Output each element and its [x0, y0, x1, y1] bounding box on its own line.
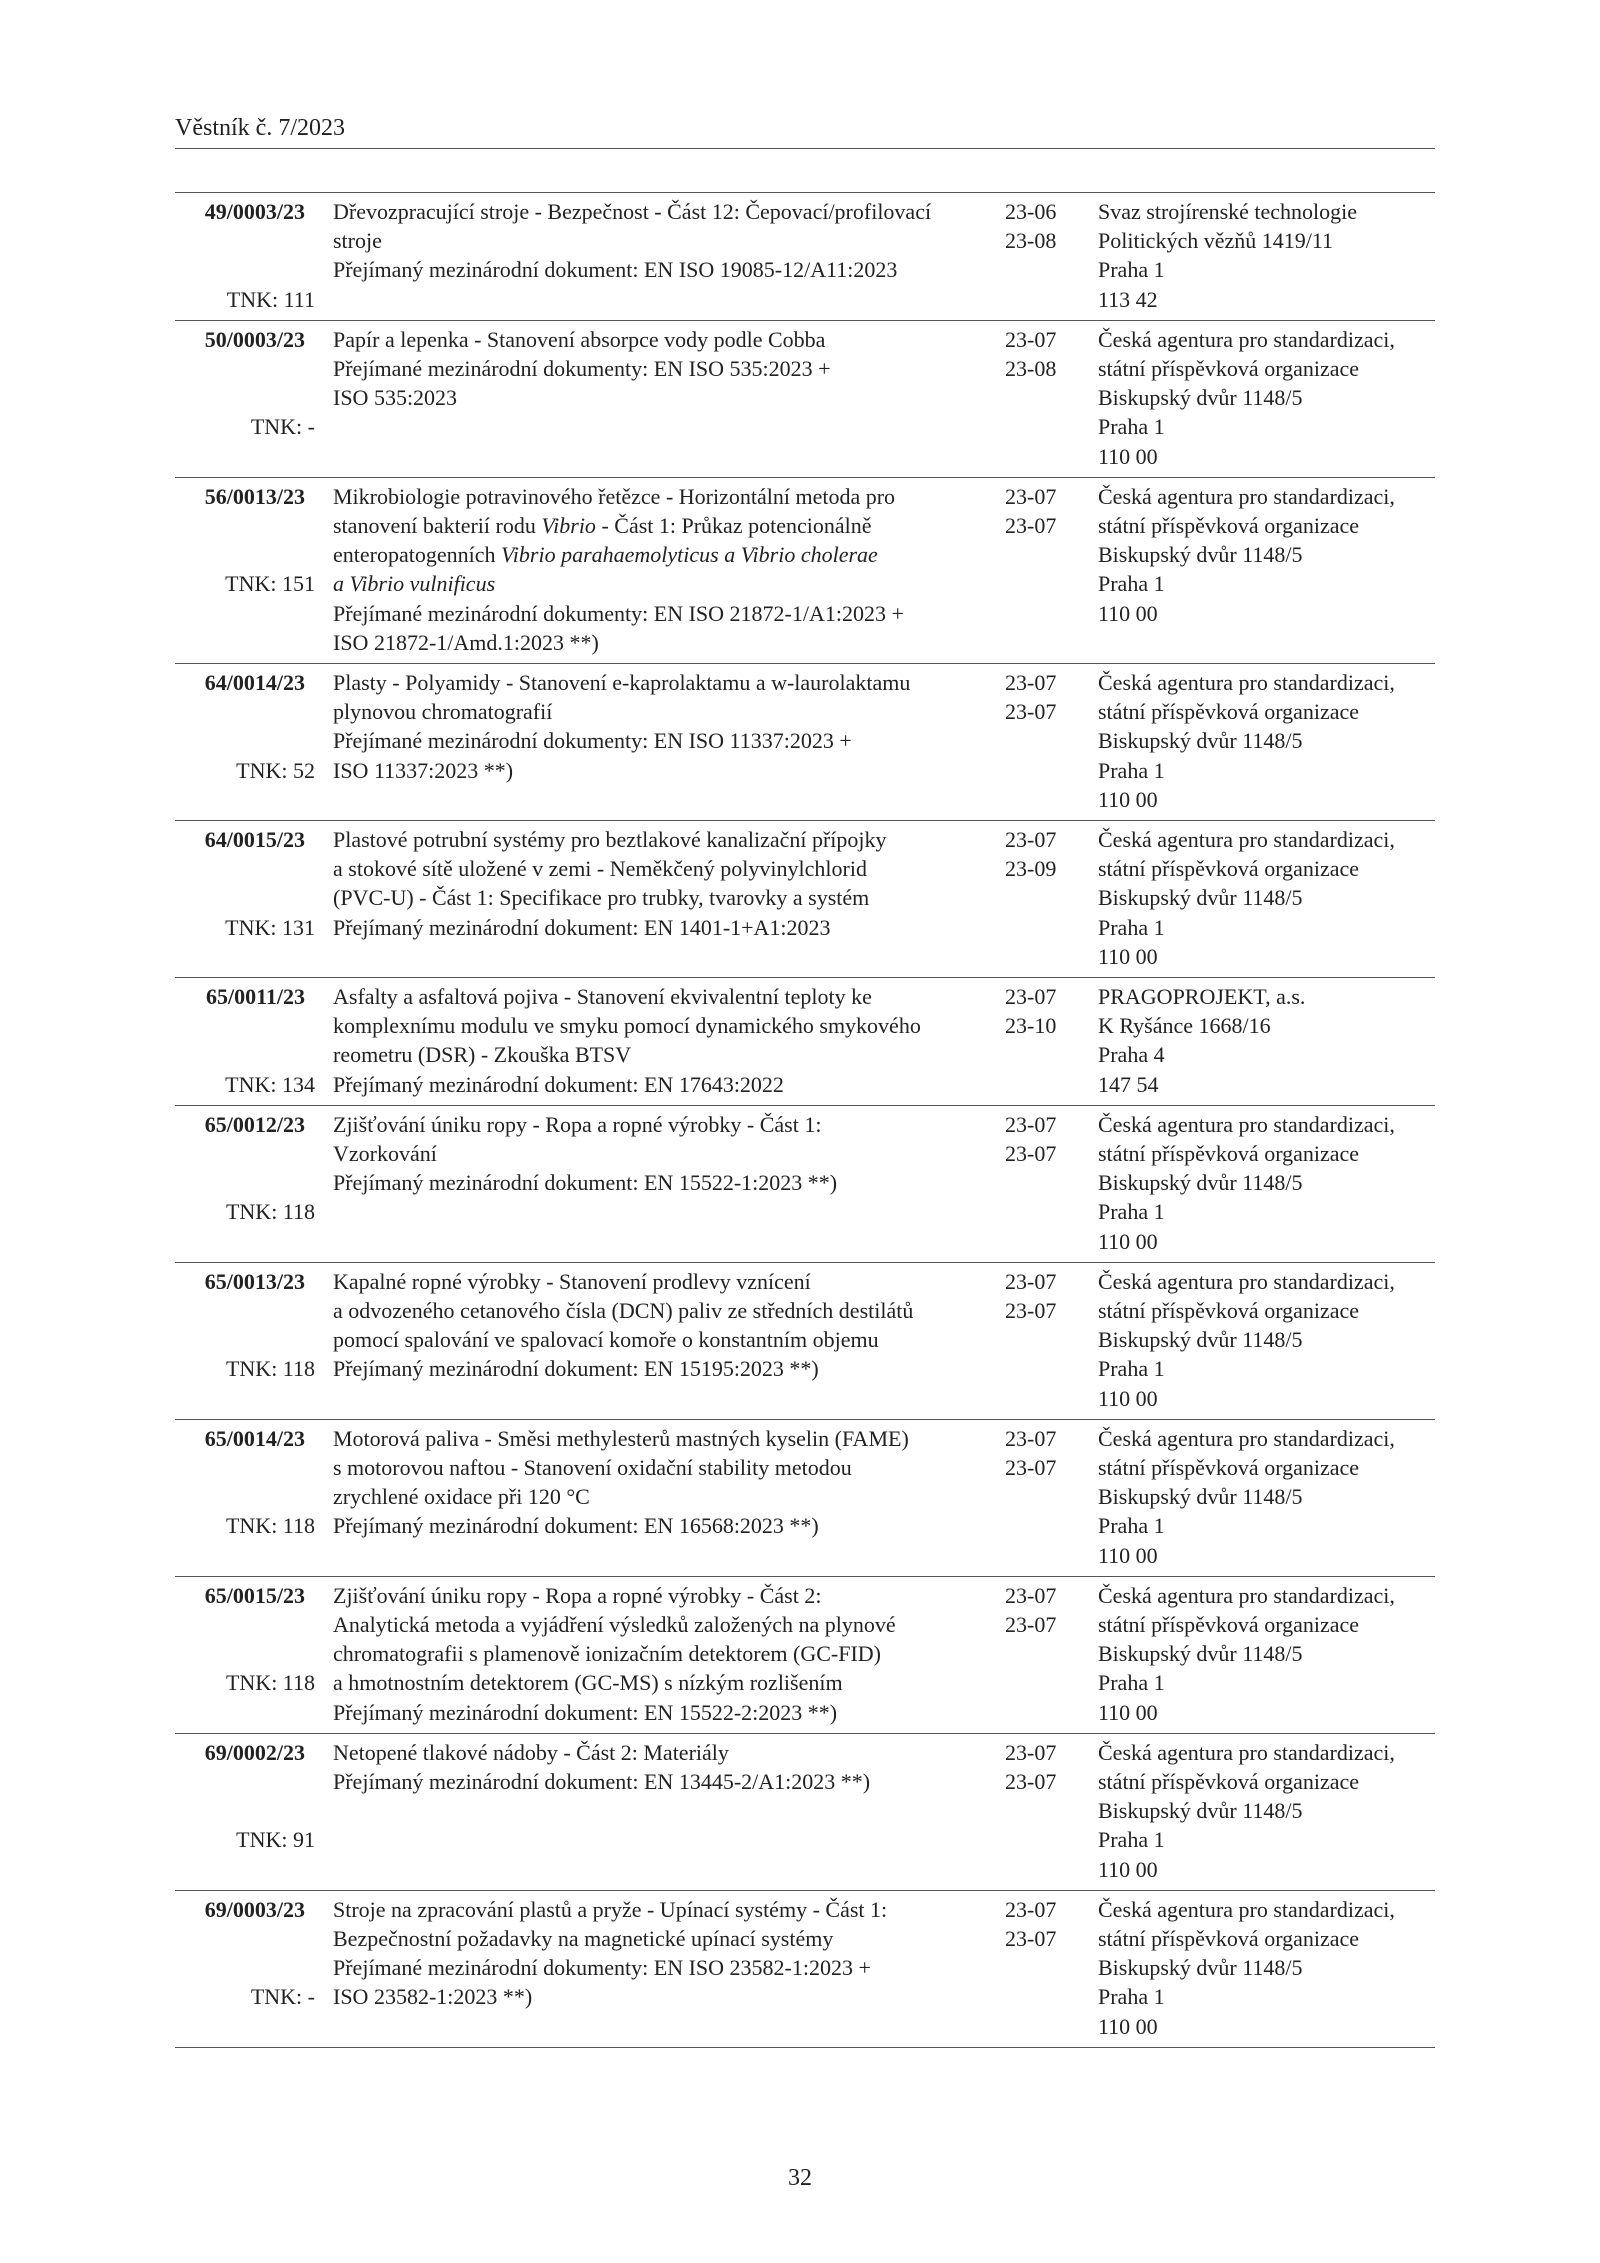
organization-line: Česká agentura pro standardizaci, [1098, 826, 1395, 852]
standard-id-cell [175, 1895, 315, 2010]
date-value: 23-07 [1005, 1268, 1057, 1294]
organization-line: státní příspěvková organizace [1098, 1925, 1360, 1951]
organization-line: Biskupský dvůr 1148/5 [1098, 1641, 1303, 1667]
organization-line: Česká agentura pro standardizaci, [1098, 1111, 1395, 1137]
standard-number: 69/0002/23 [204, 1739, 305, 1765]
organization-line: státní příspěvková organizace [1098, 856, 1360, 882]
tnk-code: TNK: 134 [225, 1071, 315, 1097]
organization-line: Biskupský dvůr 1148/5 [1098, 1798, 1303, 1824]
organization-cell [1098, 1581, 1438, 1727]
dates-cell [1005, 668, 1085, 726]
organization-line: Česká agentura pro standardizaci, [1098, 1739, 1395, 1765]
tnk-code: TNK: 151 [225, 571, 315, 597]
title-line: Přejímané mezinárodní dokumenty: EN ISO 23582-1:2023 + [333, 1955, 871, 1981]
organization-line: státní příspěvková organizace [1098, 356, 1360, 381]
title-line: Bezpečnostní požadavky na magnetické upínací systémy [333, 1925, 834, 1951]
standards-table [175, 192, 1435, 2048]
title-line: reometru (DSR) - Zkouška BTSV [333, 1042, 632, 1068]
title-line: Kapalné ropné výrobky - Stanovení prodlevy vznícení [333, 1268, 811, 1294]
title-line: a stokové sítě uložené v zemi - Neměkčený polyvinylchlorid [333, 856, 867, 882]
organization-line: Česká agentura pro standardizaci, [1098, 1582, 1395, 1608]
title-line: Přejímaný mezinárodní dokument: EN 1401-1+A1:2023 [333, 914, 831, 940]
date-value: 23-07 [1005, 1297, 1057, 1323]
organization-cell [1098, 1110, 1438, 1256]
organization-cell [1098, 1895, 1438, 2041]
title-line: enteropatogenních Vibrio parahaemolyticus a Vibrio cholerae [333, 542, 878, 568]
title-line: Stroje na zpracování plastů a pryže - Upínací systémy - Část 1: [333, 1896, 888, 1922]
organization-line: Česká agentura pro standardizaci, [1098, 1425, 1395, 1451]
date-value: 23-07 [1005, 826, 1057, 852]
standard-id-cell [175, 982, 315, 1097]
standard-number: 65/0014/23 [204, 1425, 305, 1451]
organization-line: Česká agentura pro standardizaci, [1098, 1896, 1395, 1922]
organization-cell [1098, 982, 1438, 1099]
organization-line: Praha 4 [1098, 1042, 1165, 1068]
title-line: Zjišťování úniku ropy - Ropa a ropné výrobky - Část 1: [333, 1111, 822, 1137]
organization-line: Biskupský dvůr 1148/5 [1098, 542, 1303, 568]
dates-cell [1005, 1267, 1085, 1325]
organization-cell [1098, 668, 1438, 814]
date-value: 23-07 [1005, 1140, 1057, 1166]
standard-title-cell [333, 482, 983, 657]
standard-title-cell [333, 1267, 983, 1384]
organization-line: Praha 1 [1098, 414, 1165, 440]
title-line: Přejímaný mezinárodní dokument: EN 15522-1:2023 **) [333, 1170, 838, 1196]
tnk-code: TNK: 91 [236, 1827, 315, 1853]
standard-title-cell [333, 1424, 983, 1541]
organization-line: 110 00 [1098, 1856, 1158, 1882]
date-value: 23-07 [1005, 1925, 1057, 1951]
title-line: ISO 11337:2023 **) [333, 757, 514, 783]
table-row [175, 1577, 1435, 1734]
date-value: 23-07 [1005, 326, 1057, 352]
organization-line: Praha 1 [1098, 757, 1165, 783]
dates-cell [1005, 482, 1085, 540]
dates-cell [1005, 197, 1085, 255]
standard-title-cell [333, 325, 983, 413]
standard-number: 65/0013/23 [204, 1268, 305, 1294]
title-line: Plasty - Polyamidy - Stanovení e-kaprolaktamu a w-laurolaktamu [333, 669, 911, 695]
organization-line: státní příspěvková organizace [1098, 1297, 1360, 1323]
standard-number: 65/0015/23 [204, 1582, 305, 1608]
dates-cell [1005, 1895, 1085, 1953]
organization-line: Praha 1 [1098, 1984, 1165, 2010]
date-value: 23-07 [1005, 1768, 1057, 1794]
date-value: 23-07 [1005, 699, 1057, 725]
dates-cell [1005, 1581, 1085, 1639]
organization-line: státní příspěvková organizace [1098, 1611, 1360, 1637]
organization-line: PRAGOPROJEKT, a.s. [1098, 983, 1306, 1009]
standard-number: 64/0014/23 [204, 669, 305, 695]
standard-id-cell [175, 197, 315, 312]
standard-number: 50/0003/23 [204, 326, 305, 352]
standard-title-cell [333, 982, 983, 1099]
title-line: pomocí spalování ve spalovací komoře o konstantním objemu [333, 1327, 879, 1353]
standard-number: 65/0011/23 [205, 983, 305, 1009]
table-row [175, 1106, 1435, 1263]
organization-line: Praha 1 [1098, 1513, 1165, 1539]
organization-line: Česká agentura pro standardizaci, [1098, 326, 1395, 352]
dates-cell [1005, 325, 1085, 383]
title-line: Přejímaný mezinárodní dokument: EN 16568:2023 **) [333, 1513, 819, 1539]
organization-line: 110 00 [1098, 600, 1158, 626]
title-line: a Vibrio vulnificus [333, 571, 496, 597]
title-line: Přejímaný mezinárodní dokument: EN 13445-2/A1:2023 **) [333, 1768, 871, 1794]
standard-id-cell [175, 482, 315, 597]
organization-line: 113 42 [1098, 286, 1158, 312]
tnk-code: TNK: 131 [225, 914, 315, 940]
table-row [175, 664, 1435, 821]
organization-line: 147 54 [1098, 1071, 1159, 1097]
standard-id-cell [175, 1738, 315, 1853]
standard-id-cell [175, 825, 315, 940]
organization-cell [1098, 482, 1438, 628]
table-row [175, 821, 1435, 978]
standard-title-cell [333, 1581, 983, 1727]
standard-number: 69/0003/23 [204, 1896, 305, 1922]
organization-line: Biskupský dvůr 1148/5 [1098, 385, 1303, 411]
date-value: 23-07 [1005, 669, 1057, 695]
date-value: 23-07 [1005, 1425, 1057, 1451]
standard-number: 65/0012/23 [204, 1111, 305, 1137]
date-value: 23-09 [1005, 856, 1057, 882]
organization-line: Biskupský dvůr 1148/5 [1098, 885, 1303, 911]
organization-line: 110 00 [1098, 943, 1158, 969]
title-line: Přejímané mezinárodní dokumenty: EN ISO 11337:2023 + [333, 728, 852, 754]
title-line: Přejímaný mezinárodní dokument: EN 15195:2023 **) [333, 1356, 819, 1382]
date-value: 23-07 [1005, 1611, 1057, 1637]
dates-cell [1005, 825, 1085, 883]
organization-cell [1098, 325, 1438, 471]
title-line: s motorovou naftou - Stanovení oxidační stability metodou [333, 1454, 852, 1480]
organization-line: státní příspěvková organizace [1098, 1768, 1360, 1794]
standard-id-cell [175, 1581, 315, 1696]
organization-line: Biskupský dvůr 1148/5 [1098, 1484, 1303, 1510]
title-line: Asfalty a asfaltová pojiva - Stanovení ekvivalentní teploty ke [333, 983, 872, 1009]
organization-line: Praha 1 [1098, 914, 1165, 940]
organization-cell [1098, 1738, 1438, 1884]
organization-line: Praha 1 [1098, 1356, 1165, 1382]
page-number: 32 [788, 2165, 812, 2191]
title-line: chromatografii s plamenově ionizačním detektorem (GC-FID) [333, 1641, 881, 1667]
organization-line: Praha 1 [1098, 257, 1165, 283]
standard-title-cell [333, 1895, 983, 2012]
organization-cell [1098, 197, 1438, 314]
standard-title-cell [333, 668, 983, 785]
organization-line: Praha 1 [1098, 571, 1165, 597]
title-line: a odvozeného cetanového čísla (DCN) paliv ze středních destilátů [333, 1297, 914, 1323]
table-row [175, 1420, 1435, 1577]
date-value: 23-10 [1005, 1013, 1057, 1039]
date-value: 23-07 [1005, 1582, 1057, 1608]
date-value: 23-06 [1005, 199, 1057, 224]
organization-cell [1098, 1424, 1438, 1570]
organization-line: státní příspěvková organizace [1098, 513, 1360, 538]
organization-line: státní příspěvková organizace [1098, 699, 1360, 725]
date-value: 23-07 [1005, 513, 1057, 538]
organization-line: státní příspěvková organizace [1098, 1140, 1360, 1166]
organization-line: státní příspěvková organizace [1098, 1454, 1360, 1480]
title-line: a hmotnostním detektorem (GC-MS) s nízkým rozlišením [333, 1670, 843, 1696]
organization-line: 110 00 [1098, 1542, 1158, 1568]
date-value: 23-07 [1005, 1896, 1057, 1922]
table-row [175, 478, 1435, 664]
standard-id-cell [175, 1267, 315, 1382]
tnk-code: TNK: 118 [225, 1513, 315, 1539]
title-line: komplexnímu modulu ve smyku pomocí dynamického smykového [333, 1013, 921, 1039]
date-value: 23-08 [1005, 228, 1057, 254]
tnk-code: TNK: - [250, 414, 315, 440]
table-row [175, 978, 1435, 1106]
standard-title-cell [333, 825, 983, 942]
date-value: 23-08 [1005, 356, 1057, 381]
dates-cell [1005, 982, 1085, 1040]
table-row [175, 1263, 1435, 1420]
title-line: stroje [333, 228, 382, 254]
title-line: (PVC-U) - Část 1: Specifikace pro trubky, tvarovky a systém [333, 885, 870, 911]
organization-line: Politických vězňů 1419/11 [1098, 228, 1334, 254]
title-line: ISO 535:2023 [333, 385, 458, 411]
title-line: Papír a lepenka - Stanovení absorpce vody podle Cobba [333, 326, 826, 352]
title-line: Přejímaný mezinárodní dokument: EN 17643:2022 [333, 1071, 784, 1097]
title-line: ISO 21872-1/Amd.1:2023 **) [333, 629, 599, 655]
organization-line: Svaz strojírenské technologie [1098, 199, 1358, 224]
organization-line: Česká agentura pro standardizaci, [1098, 483, 1395, 509]
dates-cell [1005, 1424, 1085, 1482]
title-line: Motorová paliva - Směsi methylesterů mastných kyselin (FAME) [333, 1425, 909, 1451]
tnk-code: TNK: 111 [226, 286, 315, 312]
organization-cell [1098, 825, 1438, 971]
organization-line: 110 00 [1098, 443, 1158, 469]
title-line: stanovení bakterií rodu Vibrio - Část 1: Průkaz potencionálně [333, 513, 872, 538]
table-row [175, 1891, 1435, 2048]
standard-id-cell [175, 1424, 315, 1539]
organization-line: Biskupský dvůr 1148/5 [1098, 1170, 1303, 1196]
organization-line: 110 00 [1098, 1699, 1158, 1725]
date-value: 23-07 [1005, 983, 1057, 1009]
title-line: Dřevozpracující stroje - Bezpečnost - Část 12: Čepovací/profilovací [333, 199, 932, 224]
tnk-code: TNK: 118 [225, 1356, 315, 1382]
title-line: Mikrobiologie potravinového řetězce - Horizontální metoda pro [333, 483, 896, 509]
title-line: Plastové potrubní systémy pro beztlakové kanalizační přípojky [333, 826, 887, 852]
table-row [175, 193, 1435, 321]
tnk-code: TNK: - [250, 1984, 315, 2010]
title-line: Analytická metoda a vyjádření výsledků založených na plynové [333, 1611, 896, 1637]
organization-line: 110 00 [1098, 786, 1158, 812]
standard-id-cell [175, 1110, 315, 1225]
date-value: 23-07 [1005, 1739, 1057, 1765]
bulletin-header [175, 110, 1435, 149]
dates-cell [1005, 1110, 1085, 1168]
standard-number: 64/0015/23 [204, 826, 305, 852]
standard-title-cell [333, 197, 983, 285]
organization-line: Biskupský dvůr 1148/5 [1098, 1327, 1303, 1353]
tnk-code: TNK: 118 [225, 1670, 315, 1696]
standard-id-cell [175, 668, 315, 783]
organization-line: Česká agentura pro standardizaci, [1098, 669, 1395, 695]
organization-line: Česká agentura pro standardizaci, [1098, 1268, 1395, 1294]
organization-line: Biskupský dvůr 1148/5 [1098, 728, 1303, 754]
standard-title-cell [333, 1738, 983, 1796]
date-value: 23-07 [1005, 1111, 1057, 1137]
organization-line: 110 00 [1098, 2013, 1158, 2039]
title-line: plynovou chromatografií [333, 699, 553, 725]
organization-line: K Ryšánce 1668/16 [1098, 1013, 1271, 1039]
date-value: 23-07 [1005, 1454, 1057, 1480]
title-line: Přejímané mezinárodní dokumenty: EN ISO 535:2023 + [333, 356, 831, 381]
organization-line: Praha 1 [1098, 1199, 1165, 1225]
standard-number: 56/0013/23 [204, 483, 305, 509]
standard-title-cell [333, 1110, 983, 1198]
table-row [175, 321, 1435, 478]
title-line: zrychlené oxidace při 120 °C [333, 1484, 590, 1510]
standard-number: 49/0003/23 [204, 199, 305, 224]
title-line: Zjišťování úniku ropy - Ropa a ropné výrobky - Část 2: [333, 1582, 822, 1608]
table-row [175, 1734, 1435, 1891]
standard-id-cell [175, 325, 315, 440]
tnk-code: TNK: 118 [225, 1199, 315, 1225]
organization-line: Biskupský dvůr 1148/5 [1098, 1955, 1303, 1981]
organization-line: Praha 1 [1098, 1670, 1165, 1696]
tnk-code: TNK: 52 [236, 757, 315, 783]
title-line: Netopené tlakové nádoby - Část 2: Materiály [333, 1739, 729, 1765]
date-value: 23-07 [1005, 483, 1057, 509]
dates-cell [1005, 1738, 1085, 1796]
organization-line: 110 00 [1098, 1228, 1158, 1254]
title-line: Přejímaný mezinárodní dokument: EN 15522-2:2023 **) [333, 1699, 838, 1725]
title-line: Vzorkování [333, 1140, 437, 1166]
title-line: Přejímaný mezinárodní dokument: EN ISO 19085-12/A11:2023 [333, 257, 898, 283]
title-line: ISO 23582-1:2023 **) [333, 1984, 533, 2010]
organization-cell [1098, 1267, 1438, 1413]
organization-line: 110 00 [1098, 1385, 1158, 1411]
bulletin-title: Věstník č. 7/2023 [175, 115, 345, 141]
organization-line: Praha 1 [1098, 1827, 1165, 1853]
title-line: Přejímané mezinárodní dokumenty: EN ISO 21872-1/A1:2023 + [333, 600, 904, 626]
